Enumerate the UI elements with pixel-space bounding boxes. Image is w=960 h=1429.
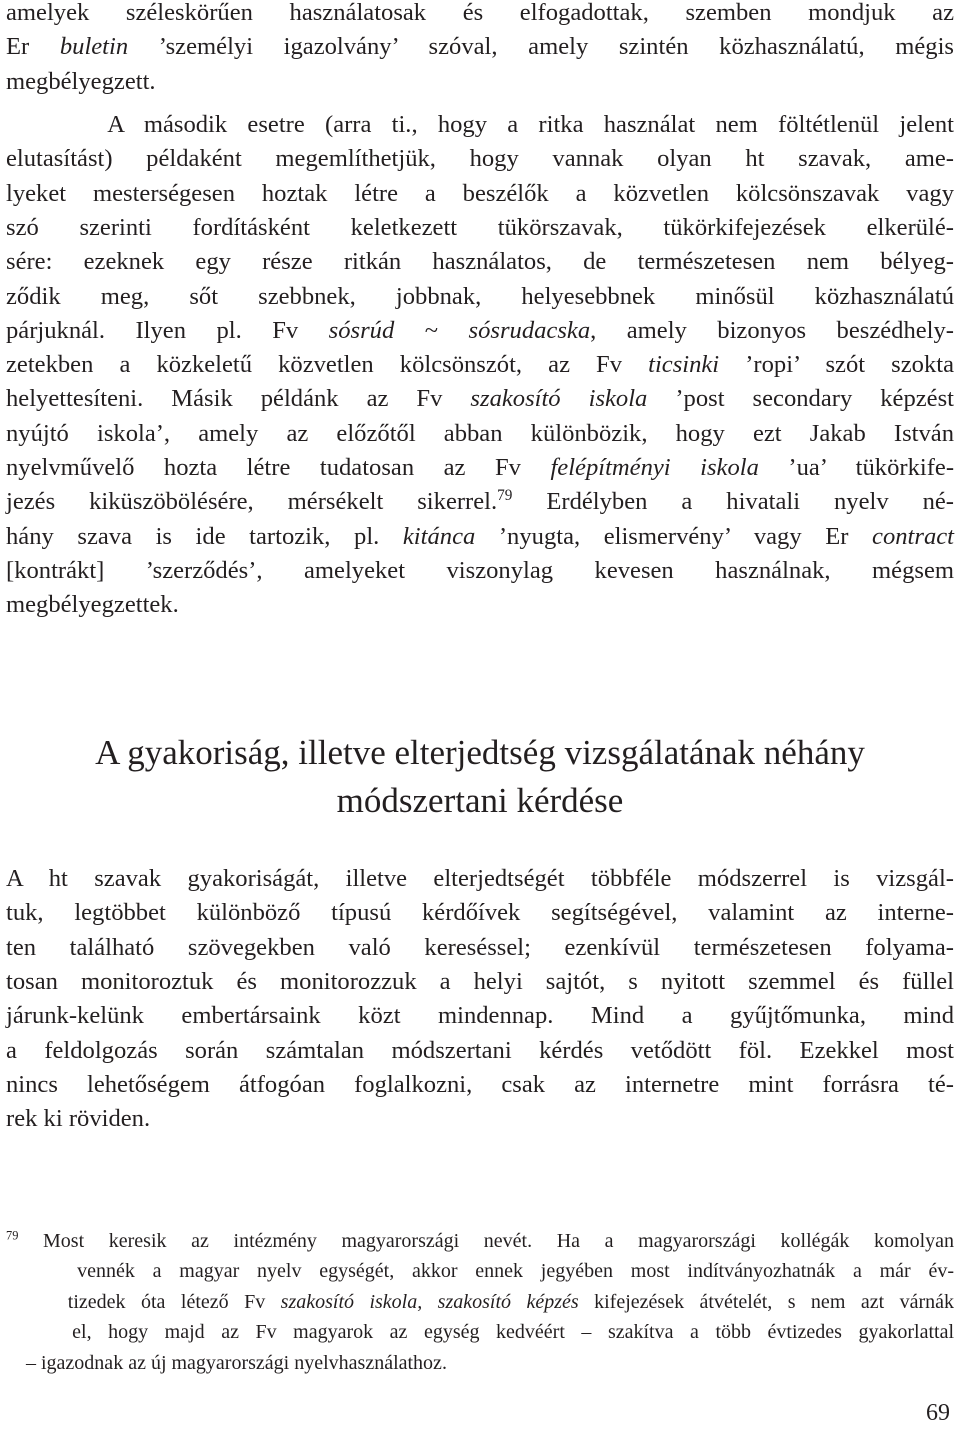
paragraph-2-line: megbélyegzettek. [6, 591, 179, 619]
footnote-line: tizedek óta létező Fv szakosító iskola, szakosító képzés kifejezések átvételét, s nem azt várnák [6, 1290, 954, 1313]
paragraph-3-line: járunk-kelünk embertársaink közt mindennap. Mind a gyűjtőmunka, mind [6, 1002, 954, 1030]
paragraph-2-line: helyettesíteni. Másik példánk az Fv szakosító iskola ’post secondary képzést [6, 385, 954, 413]
paragraph-3-line: tuk, legtöbbet különböző típusú kérdőívek segítségével, valamint az interne- [6, 899, 954, 927]
paragraph-3-line: nincs lehetőségem átfogóan foglalkozni, csak az internetre mint forrásra té- [6, 1070, 954, 1098]
footnote-line: $^{79}$ Most keresik az intézmény magyarországi nevét. Ha a magyarországi kollégák komolyan [6, 1228, 954, 1252]
page-number: 69 [926, 1400, 950, 1426]
paragraph-2-line: szó szerinti fordításként keletkezett tükörszavak, tükörkifejezések elkerülé- [6, 213, 954, 241]
paragraph-3-line: tosan monitoroztuk és monitorozzuk a helyi sajtót, s nyitott szemmel és füllel [6, 967, 954, 995]
paragraph-2-line: lyeket mesterségesen hoztak létre a beszélők a közvetlen kölcsönszavak vagy [6, 179, 954, 207]
section-heading-line-1: A gyakoriság, illetve elterjedtség vizsgálatának néhány [95, 733, 865, 772]
paragraph-2-line: sére: ezeknek egy része ritkán használatos, de természetesen nem bélyeg- [6, 248, 954, 276]
paragraph-3-line: a feldolgozás során számtalan módszertani kérdés vetődött föl. Ezekkel most [6, 1036, 954, 1064]
paragraph-2-line: párjuknál. Ilyen pl. Fv sósrúd ~ sósrudacska, amely bizonyos beszédhely- [6, 316, 955, 344]
paragraph-3-line: rek ki röviden. [6, 1105, 151, 1133]
paragraph-1-line: amelyek széleskörűen használatosak és elfogadottak, szemben mondjuk az [6, 0, 954, 26]
paragraph-1-line: megbélyegzett. [6, 67, 156, 95]
paragraph-3-line: ten található szövegekben való kereséssel; ezenkívül természetesen folyama- [6, 933, 954, 961]
paragraph-2-line: [kontrákt] ’szerződés’, amelyeket viszonylag kevesen használnak, mégsem [6, 556, 954, 584]
paragraph-2-line: hány szava is ide tartozik, pl. kitánca ’nyugta, elismervény’ vagy Er contract [6, 522, 954, 550]
paragraph-2-line: nyújtó iskola’, amely az előzőtől abban különbözik, hogy ezt Jakab István [6, 419, 954, 447]
paragraph-2-line: elutasítást) példaként megemlíthetjük, hogy vannak olyan ht szavak, ame- [6, 145, 954, 173]
paragraph-2-line: zetekben a közkeletű közvetlen kölcsönszót, az Fv ticsinki ’ropi’ szót szokta [6, 351, 954, 379]
paragraph-1-line: Er buletin ’személyi igazolvány’ szóval, amely szintén közhasználatú, mégis [6, 33, 954, 61]
paragraph-2-line: ződik meg, sőt szebbnek, jobbnak, helyesebbnek minősül közhasználatú [6, 282, 954, 310]
paragraph-2-line: A második esetre (arra ti., hogy a ritka használat nem föltétlenül jelent [6, 111, 954, 138]
footnote-line: el, hogy majd az Fv magyarok az egység kedvéért – szakítva a több évtizedes gyakorlattal [6, 1321, 954, 1344]
paragraph-2-line: jezés kiküszöbölésére, mérsékelt sikerrel.$^{79}$ Erdélyben a hivatali nyelv né- [6, 487, 954, 516]
section-heading-line-2: módszertani kérdése [336, 781, 624, 820]
footnote-line: vennék a magyar nyelv egységét, akkor ennek jegyében most indítványozhatnák a már év- [6, 1260, 954, 1283]
footnote-line: – igazodnak az új magyarországi nyelvhasználathoz. [6, 1351, 447, 1374]
paragraph-3-line: A ht szavak gyakoriságát, illetve elterjedtségét többféle módszerrel is vizsgál- [6, 865, 954, 892]
paragraph-2-line: nyelvművelő hozta létre tudatosan az Fv felépítményi iskola ’ua’ tükörkife- [6, 454, 955, 481]
